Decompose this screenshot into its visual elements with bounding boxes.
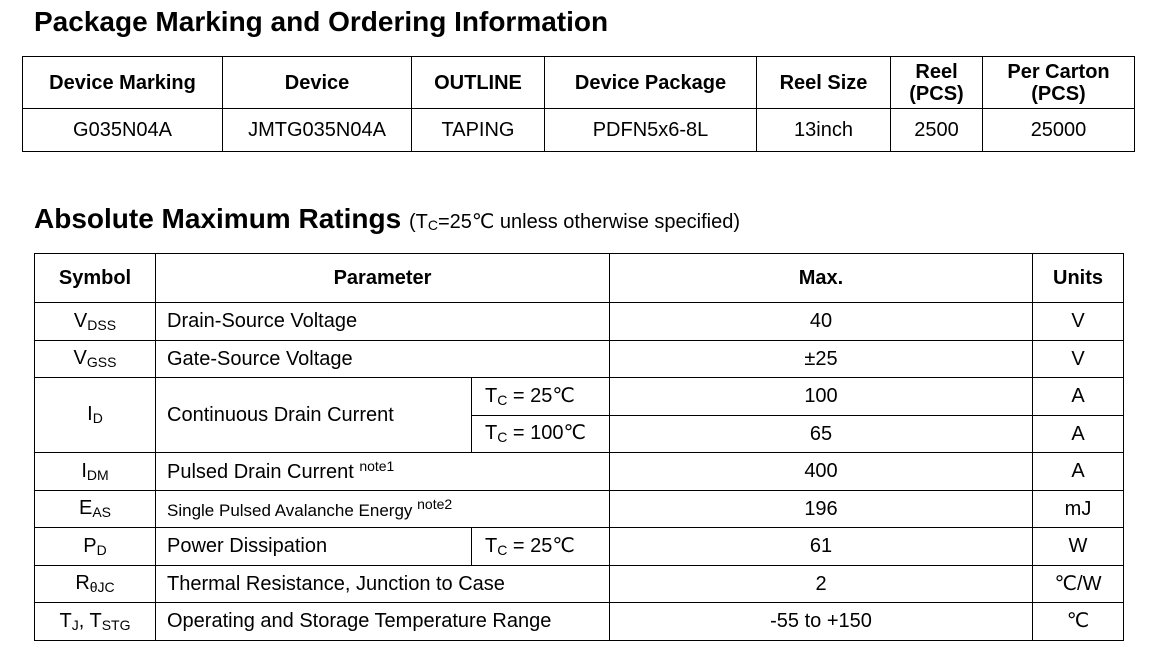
units-cell: mJ [1033,490,1124,528]
max-cell: 65 [610,415,1033,453]
parameter-cell: Thermal Resistance, Junction to Case [156,565,610,603]
cell-reel-size: 13inch [757,109,891,152]
table-row [35,528,1124,566]
cell-outline: TAPING [412,109,545,152]
table-row [35,603,1124,641]
table-row [35,378,1124,416]
units-cell: ℃/W [1033,565,1124,603]
note-reference: note1 [359,458,395,475]
symbol-cell: $P_D$ [35,528,156,566]
package-section-title: Package Marking and Ordering Information [34,6,609,37]
parameter-cell: Gate-Source Voltage [156,340,610,378]
header-units: Units [1033,254,1124,303]
units-cell: W [1033,528,1124,566]
cell-device: JMTG035N04A [223,109,412,152]
max-cell: 61 [610,528,1033,566]
table-row [35,303,1124,341]
table-header-row [23,57,1135,109]
units-cell: V [1033,340,1124,378]
ratings-condition: ($T_C=25℃$ unless otherwise specified) [408,211,741,233]
cell-device-marking: G035N04A [23,109,223,152]
max-cell: ±25 [610,340,1033,378]
parameter-cell: Operating and Storage Temperature Range [156,603,610,641]
header-max: Max. [610,254,1033,303]
symbol-cell: $E_{AS}$ [35,490,156,528]
condition-cell: $T_C$ = 100℃ [472,415,610,453]
units-cell: V [1033,303,1124,341]
header-reel-pcs: Reel (PCS) [891,57,983,109]
symbol-cell: $V_{DSS}$ [35,303,156,341]
symbol-cell: $I_{DM}$ [35,453,156,491]
table-row [35,340,1124,378]
parameter-cell: Pulsed Drain Current $^{note1}$ [156,453,610,491]
symbol-cell: $R_{\theta JC}$ [35,565,156,603]
table-row [35,453,1124,491]
parameter-cell: Drain-Source Voltage [156,303,610,341]
units-cell: A [1033,453,1124,491]
max-cell: 196 [610,490,1033,528]
max-cell: 2 [610,565,1033,603]
header-symbol: Symbol [35,254,156,303]
table-row [23,109,1135,152]
symbol-cell: $I_D$ [35,378,156,453]
ratings-section-title [34,205,740,233]
parameter-cell: Power Dissipation [156,528,472,566]
absolute-maximum-ratings-table [34,253,1124,641]
units-cell: A [1033,415,1124,453]
table-row [35,490,1124,528]
table-row [35,565,1124,603]
header-reel-size: Reel Size [757,57,891,109]
note-reference: note2 [417,495,453,512]
parameter-cell: Continuous Drain Current [156,378,472,453]
condition-cell: $T_C$ = 25℃ [472,378,610,416]
header-outline: OUTLINE [412,57,545,109]
header-device-marking: Device Marking [23,57,223,109]
header-per-carton: Per Carton (PCS) [983,57,1135,109]
parameter-cell: Single Pulsed Avalanche Energy $^{note2}$ [156,490,610,528]
condition-cell: $T_C$ = 25℃ [472,528,610,566]
units-cell: ℃ [1033,603,1124,641]
max-cell: 40 [610,303,1033,341]
max-cell: -55 to +150 [610,603,1033,641]
header-device: Device [223,57,412,109]
ratings-title-text: Absolute Maximum Ratings [34,203,402,234]
cell-device-package: PDFN5x6-8L [545,109,757,152]
table-header-row [35,254,1124,303]
header-device-package: Device Package [545,57,757,109]
cell-reel-pcs: 2500 [891,109,983,152]
cell-per-carton: 25000 [983,109,1135,152]
symbol-cell: $V_{GSS}$ [35,340,156,378]
symbol-cell: $T_J$, $T_{STG}$ [35,603,156,641]
max-cell: 400 [610,453,1033,491]
max-cell: 100 [610,378,1033,416]
units-cell: A [1033,378,1124,416]
header-parameter: Parameter [156,254,610,303]
package-ordering-table [22,56,1135,152]
